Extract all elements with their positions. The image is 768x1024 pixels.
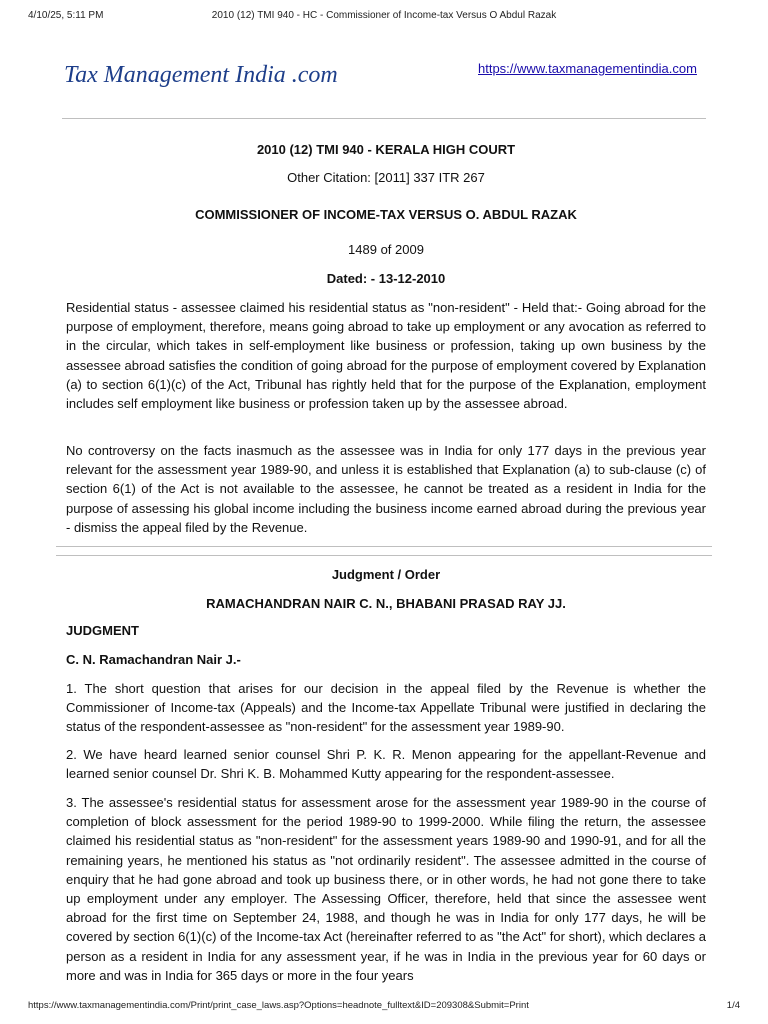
- headnote-paragraph-2: No controversy on the facts inasmuch as the assessee was in India for only 177 days in the previous year relevant for the assessment year 1989-90, and unless it is established that Explanation (a) to sub-clause (c) of section 6(1) of the Act is not available to the assessee, he cannot be treated as a resident in India for the purpose of assessing his global income including the business income earned abroad during the previous year - dismiss the appeal filed by the Revenue.: [66, 443, 706, 535]
- judgment-section-title: Judgment / Order: [331, 567, 441, 582]
- judgment-author: C. N. Ramachandran Nair J.-: [66, 652, 241, 667]
- other-citation: Other Citation: [2011] 337 ITR 267: [287, 170, 485, 185]
- case-date: Dated: - 13-12-2010: [326, 271, 446, 286]
- site-url-link[interactable]: https://www.taxmanagementindia.com: [478, 61, 697, 76]
- judgment-paragraph-2: 2. We have heard learned senior counsel Shri P. K. R. Menon appearing for the appellant-Revenue and learned senior counsel Dr. Shri K. B. Mohammed Kutty appearing for the respondent-assessee.: [66, 747, 706, 782]
- print-page-title: 2010 (12) TMI 940 - HC - Commissioner of Income-tax Versus O Abdul Razak: [211, 10, 557, 21]
- print-header: [28, 10, 740, 24]
- case-parties: COMMISSIONER OF INCOME-TAX VERSUS O. ABDUL RAZAK: [195, 207, 577, 222]
- judgment-bench: RAMACHANDRAN NAIR C. N., BHABANI PRASAD RAY JJ.: [206, 596, 566, 611]
- section-divider-bottom: [56, 555, 712, 556]
- headnote-paragraph-1: Residential status - assessee claimed his residential status as "non-resident" - Held that:- Going abroad for the purpose of employment, therefore, means going abroad to take up employment or any avocation as referred to in the circular, which takes in self-employment like business or profession, taking up own business by the assessee abroad satisfies the condition of going abroad for the purpose of employment covered by Explanation (a) to section 6(1)(c) of the Act, Tribunal has rightly held that for the purpose of the Explanation, employment includes self employment like business or profession taken up by the assessee abroad.: [66, 300, 706, 412]
- print-page-number: 1/4: [726, 1000, 740, 1011]
- case-citation: 2010 (12) TMI 940 - KERALA HIGH COURT: [256, 142, 516, 157]
- header-divider: [62, 118, 706, 119]
- judgment-paragraph-3: 3. The assessee's residential status for assessment arose for the assessment year 1989-90 in the course of completion of block assessment for the period 1989-90 to 1999-2000. While filing the return, the assessee claimed his residential status as "non-resident" for the assessment years 1989-90 and 1990-91, and for all the remaining years, he mentioned his status as "not ordinarily resident". The assessee admitted in the course of enquiry that he had gone abroad and took up business there, or in other words, he had not gone there to take up employment under any employer. The Assessing Officer, therefore, held that since the assessee went abroad for the first time on September 24, 1988, and though he was in India for only 177 days, he will be covered by section 6(1)(c) of the Income-tax Act (hereinafter referred to as "the Act" for short), which declares a person as a resident in India for any assessment year, if he was in India in the previous year for 60 days or more and was in India for 365 days or more in the four years: [66, 795, 706, 983]
- print-footer: [28, 1000, 740, 1014]
- print-source-url: https://www.taxmanagementindia.com/Print/print_case_laws.asp?Options=headnote_fulltext&ID=209308&Submit=Print: [28, 1000, 529, 1011]
- case-number: 1489 of 2009: [348, 242, 424, 257]
- judgment-heading: JUDGMENT: [66, 623, 139, 638]
- site-logo: Tax Management India .com: [64, 62, 338, 88]
- print-datetime: 4/10/25, 5:11 PM: [28, 10, 104, 21]
- section-divider-top: [56, 546, 712, 547]
- judgment-paragraph-1: 1. The short question that arises for our decision in the appeal filed by the Revenue is whether the Commissioner of Income-tax (Appeals) and the Income-tax Appellate Tribunal were justified in declaring the status of the respondent-assessee as "non-resident" for the assessment year 1989-90.: [66, 681, 706, 735]
